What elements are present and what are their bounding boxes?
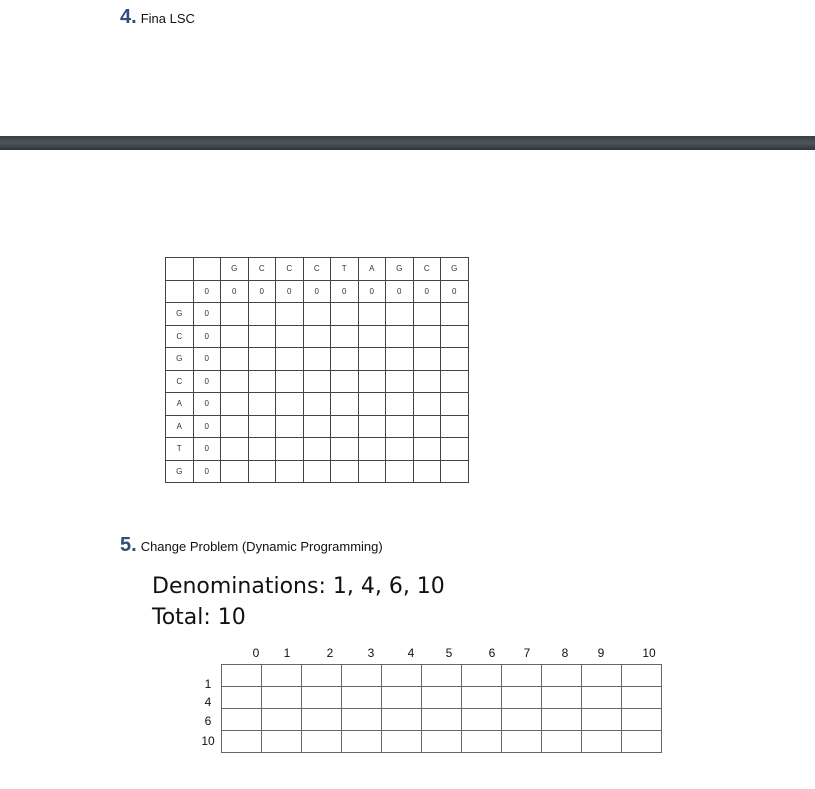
lcs-empty-cell bbox=[276, 415, 304, 438]
lcs-empty-cell bbox=[303, 370, 331, 393]
lcs-empty-cell bbox=[276, 325, 304, 348]
change-table-row bbox=[222, 709, 662, 731]
lcs-row-letter: A bbox=[166, 415, 194, 438]
lcs-empty-cell bbox=[413, 370, 441, 393]
change-cell bbox=[302, 687, 342, 709]
lcs-empty-cell bbox=[413, 438, 441, 461]
lcs-row-zero: 0 bbox=[193, 393, 221, 416]
lcs-empty-cell bbox=[358, 325, 386, 348]
lcs-empty-cell bbox=[331, 303, 359, 326]
change-column-label: 0 bbox=[252, 646, 260, 660]
lcs-empty-cell bbox=[413, 393, 441, 416]
change-row-label: 1 bbox=[204, 677, 212, 691]
lcs-empty-cell bbox=[303, 303, 331, 326]
lcs-column-letter: A bbox=[358, 258, 386, 281]
change-cell bbox=[342, 687, 382, 709]
section-number: 4. bbox=[120, 6, 137, 28]
lcs-empty-cell bbox=[413, 348, 441, 371]
lcs-row bbox=[166, 348, 469, 371]
change-column-label: 10 bbox=[642, 646, 656, 660]
section-number: 5. bbox=[120, 534, 137, 556]
lcs-empty-cell bbox=[386, 348, 414, 371]
lcs-empty-cell bbox=[248, 370, 276, 393]
lcs-empty-cell bbox=[331, 325, 359, 348]
lcs-empty-cell bbox=[221, 415, 249, 438]
lcs-empty-cell bbox=[413, 325, 441, 348]
change-cell bbox=[422, 687, 462, 709]
lcs-zero-cell: 0 bbox=[221, 280, 249, 303]
change-cell bbox=[342, 709, 382, 731]
lcs-column-letter: C bbox=[276, 258, 304, 281]
change-cell bbox=[382, 709, 422, 731]
change-cell bbox=[622, 731, 662, 753]
change-cell bbox=[462, 709, 502, 731]
change-cell bbox=[502, 665, 542, 687]
lcs-empty-cell bbox=[303, 325, 331, 348]
lcs-empty-cell bbox=[441, 348, 469, 371]
change-cell bbox=[422, 709, 462, 731]
lcs-empty-cell bbox=[331, 393, 359, 416]
lcs-row-letter: C bbox=[166, 370, 194, 393]
lcs-empty-cell bbox=[221, 393, 249, 416]
lcs-row-letter: G bbox=[166, 460, 194, 483]
lcs-column-letter: G bbox=[221, 258, 249, 281]
change-cell bbox=[422, 731, 462, 753]
lcs-row bbox=[166, 303, 469, 326]
change-column-label: 9 bbox=[597, 646, 605, 660]
lcs-empty-cell bbox=[358, 348, 386, 371]
change-cell bbox=[542, 709, 582, 731]
lcs-row bbox=[166, 460, 469, 483]
lcs-empty-cell bbox=[248, 348, 276, 371]
change-cell bbox=[262, 687, 302, 709]
lcs-row-zero: 0 bbox=[193, 348, 221, 371]
lcs-empty-cell bbox=[441, 460, 469, 483]
lcs-zero-cell: 0 bbox=[331, 280, 359, 303]
lcs-empty-cell bbox=[248, 303, 276, 326]
section-4-heading bbox=[120, 6, 195, 29]
change-cell bbox=[582, 665, 622, 687]
lcs-empty-cell bbox=[413, 460, 441, 483]
lcs-empty-cell bbox=[386, 393, 414, 416]
change-cell bbox=[302, 709, 342, 731]
lcs-column-letter: C bbox=[303, 258, 331, 281]
lcs-zero-cell: 0 bbox=[193, 280, 221, 303]
change-cell bbox=[262, 665, 302, 687]
lcs-empty-cell bbox=[276, 348, 304, 371]
lcs-empty-cell bbox=[386, 438, 414, 461]
lcs-empty-cell bbox=[386, 460, 414, 483]
lcs-empty-cell bbox=[331, 348, 359, 371]
lcs-empty-cell bbox=[248, 393, 276, 416]
lcs-row-zero: 0 bbox=[193, 438, 221, 461]
lcs-empty-cell bbox=[441, 325, 469, 348]
lcs-row bbox=[166, 415, 469, 438]
change-column-label: 3 bbox=[367, 646, 375, 660]
change-cell bbox=[222, 731, 262, 753]
lcs-empty-cell bbox=[441, 393, 469, 416]
change-cell bbox=[542, 665, 582, 687]
change-cell bbox=[582, 709, 622, 731]
lcs-empty-cell bbox=[331, 438, 359, 461]
lcs-empty-cell bbox=[386, 325, 414, 348]
lcs-empty-cell bbox=[358, 438, 386, 461]
change-column-label: 5 bbox=[445, 646, 453, 660]
lcs-empty-cell bbox=[441, 303, 469, 326]
lcs-empty-cell bbox=[276, 303, 304, 326]
lcs-column-letter: C bbox=[413, 258, 441, 281]
lcs-row-zero: 0 bbox=[193, 303, 221, 326]
lcs-empty-cell bbox=[276, 393, 304, 416]
lcs-empty-cell bbox=[276, 438, 304, 461]
lcs-empty-cell bbox=[276, 370, 304, 393]
lcs-zero-cell: 0 bbox=[441, 280, 469, 303]
lcs-row-zero: 0 bbox=[193, 370, 221, 393]
change-cell bbox=[582, 731, 622, 753]
change-cell bbox=[462, 687, 502, 709]
lcs-empty-cell bbox=[386, 415, 414, 438]
lcs-empty-cell bbox=[358, 393, 386, 416]
lcs-column-letter: C bbox=[248, 258, 276, 281]
change-cell bbox=[502, 731, 542, 753]
lcs-row bbox=[166, 438, 469, 461]
lcs-row-letter: C bbox=[166, 325, 194, 348]
lcs-empty-cell bbox=[248, 325, 276, 348]
lcs-row-zero: 0 bbox=[193, 325, 221, 348]
change-column-label: 7 bbox=[523, 646, 531, 660]
change-cell bbox=[622, 687, 662, 709]
change-cell bbox=[382, 687, 422, 709]
lcs-empty-cell bbox=[221, 303, 249, 326]
change-column-label: 2 bbox=[326, 646, 334, 660]
lcs-empty-cell bbox=[248, 415, 276, 438]
change-cell bbox=[382, 731, 422, 753]
change-cell bbox=[542, 731, 582, 753]
change-cell bbox=[622, 665, 662, 687]
lcs-column-letter: G bbox=[386, 258, 414, 281]
change-cell bbox=[222, 665, 262, 687]
lcs-row-zero: 0 bbox=[193, 460, 221, 483]
lcs-empty-cell bbox=[221, 348, 249, 371]
lcs-empty-cell bbox=[303, 438, 331, 461]
lcs-empty-cell bbox=[303, 348, 331, 371]
change-cell bbox=[342, 665, 382, 687]
lcs-row bbox=[166, 325, 469, 348]
lcs-empty-cell bbox=[276, 460, 304, 483]
change-cell bbox=[422, 665, 462, 687]
change-cell bbox=[502, 709, 542, 731]
change-column-label: 4 bbox=[407, 646, 415, 660]
lcs-row-letter: G bbox=[166, 303, 194, 326]
change-cell bbox=[342, 731, 382, 753]
lcs-empty-cell bbox=[413, 415, 441, 438]
lcs-zero-cell: 0 bbox=[413, 280, 441, 303]
lcs-empty-cell bbox=[221, 438, 249, 461]
change-cell bbox=[302, 665, 342, 687]
lcs-zero-cell: 0 bbox=[248, 280, 276, 303]
lcs-row bbox=[166, 370, 469, 393]
change-table bbox=[221, 664, 662, 753]
change-cell bbox=[582, 687, 622, 709]
lcs-empty-cell bbox=[221, 460, 249, 483]
change-row-label: 6 bbox=[204, 714, 212, 728]
change-cell bbox=[262, 709, 302, 731]
change-table-row bbox=[222, 731, 662, 753]
lcs-corner-cell bbox=[166, 258, 194, 281]
lcs-zero-cell: 0 bbox=[303, 280, 331, 303]
change-table-row bbox=[222, 665, 662, 687]
lcs-row-letter: G bbox=[166, 348, 194, 371]
lcs-empty-cell bbox=[441, 415, 469, 438]
change-row-label: 10 bbox=[201, 734, 215, 748]
lcs-empty-cell bbox=[386, 303, 414, 326]
lcs-table bbox=[165, 257, 469, 483]
change-cell bbox=[622, 709, 662, 731]
denominations-text: Denominations: 1, 4, 6, 10 bbox=[152, 574, 445, 599]
change-cell bbox=[462, 665, 502, 687]
change-cell bbox=[262, 731, 302, 753]
change-cell bbox=[302, 731, 342, 753]
lcs-empty-cell bbox=[386, 370, 414, 393]
section-5-heading bbox=[120, 534, 383, 557]
lcs-empty-cell bbox=[248, 460, 276, 483]
lcs-row bbox=[166, 393, 469, 416]
lcs-zero-cell: 0 bbox=[276, 280, 304, 303]
change-cell bbox=[222, 709, 262, 731]
change-cell bbox=[462, 731, 502, 753]
lcs-empty-cell bbox=[358, 370, 386, 393]
lcs-column-letter: T bbox=[331, 258, 359, 281]
lcs-empty-cell bbox=[303, 393, 331, 416]
lcs-header-row bbox=[166, 258, 469, 281]
lcs-empty-cell bbox=[358, 303, 386, 326]
change-column-label: 1 bbox=[283, 646, 291, 660]
change-cell bbox=[222, 687, 262, 709]
lcs-empty-cell bbox=[331, 370, 359, 393]
section-title: Change Problem (Dynamic Programming) bbox=[140, 539, 383, 554]
lcs-empty-cell bbox=[303, 460, 331, 483]
change-column-label: 6 bbox=[488, 646, 496, 660]
divider-bar bbox=[0, 136, 815, 150]
lcs-empty-cell bbox=[441, 438, 469, 461]
lcs-column-letter: G bbox=[441, 258, 469, 281]
change-cell bbox=[382, 665, 422, 687]
lcs-corner-cell bbox=[193, 258, 221, 281]
change-column-label: 8 bbox=[561, 646, 569, 660]
lcs-zero-cell: 0 bbox=[386, 280, 414, 303]
lcs-empty-cell bbox=[358, 415, 386, 438]
lcs-zero-row bbox=[166, 280, 469, 303]
change-row-label: 4 bbox=[204, 695, 212, 709]
lcs-row-zero: 0 bbox=[193, 415, 221, 438]
lcs-empty-cell bbox=[221, 370, 249, 393]
lcs-empty-cell bbox=[248, 438, 276, 461]
lcs-empty-cell bbox=[331, 460, 359, 483]
lcs-empty-cell bbox=[413, 303, 441, 326]
lcs-row-letter: T bbox=[166, 438, 194, 461]
lcs-empty-cell bbox=[303, 415, 331, 438]
lcs-zero-cell: 0 bbox=[358, 280, 386, 303]
change-cell bbox=[502, 687, 542, 709]
total-text: Total: 10 bbox=[152, 605, 246, 630]
lcs-row-letter: A bbox=[166, 393, 194, 416]
lcs-empty-cell bbox=[166, 280, 194, 303]
lcs-empty-cell bbox=[221, 325, 249, 348]
change-table-row bbox=[222, 687, 662, 709]
section-title: Fina LSC bbox=[140, 11, 195, 26]
change-cell bbox=[542, 687, 582, 709]
lcs-empty-cell bbox=[441, 370, 469, 393]
lcs-empty-cell bbox=[331, 415, 359, 438]
lcs-empty-cell bbox=[358, 460, 386, 483]
